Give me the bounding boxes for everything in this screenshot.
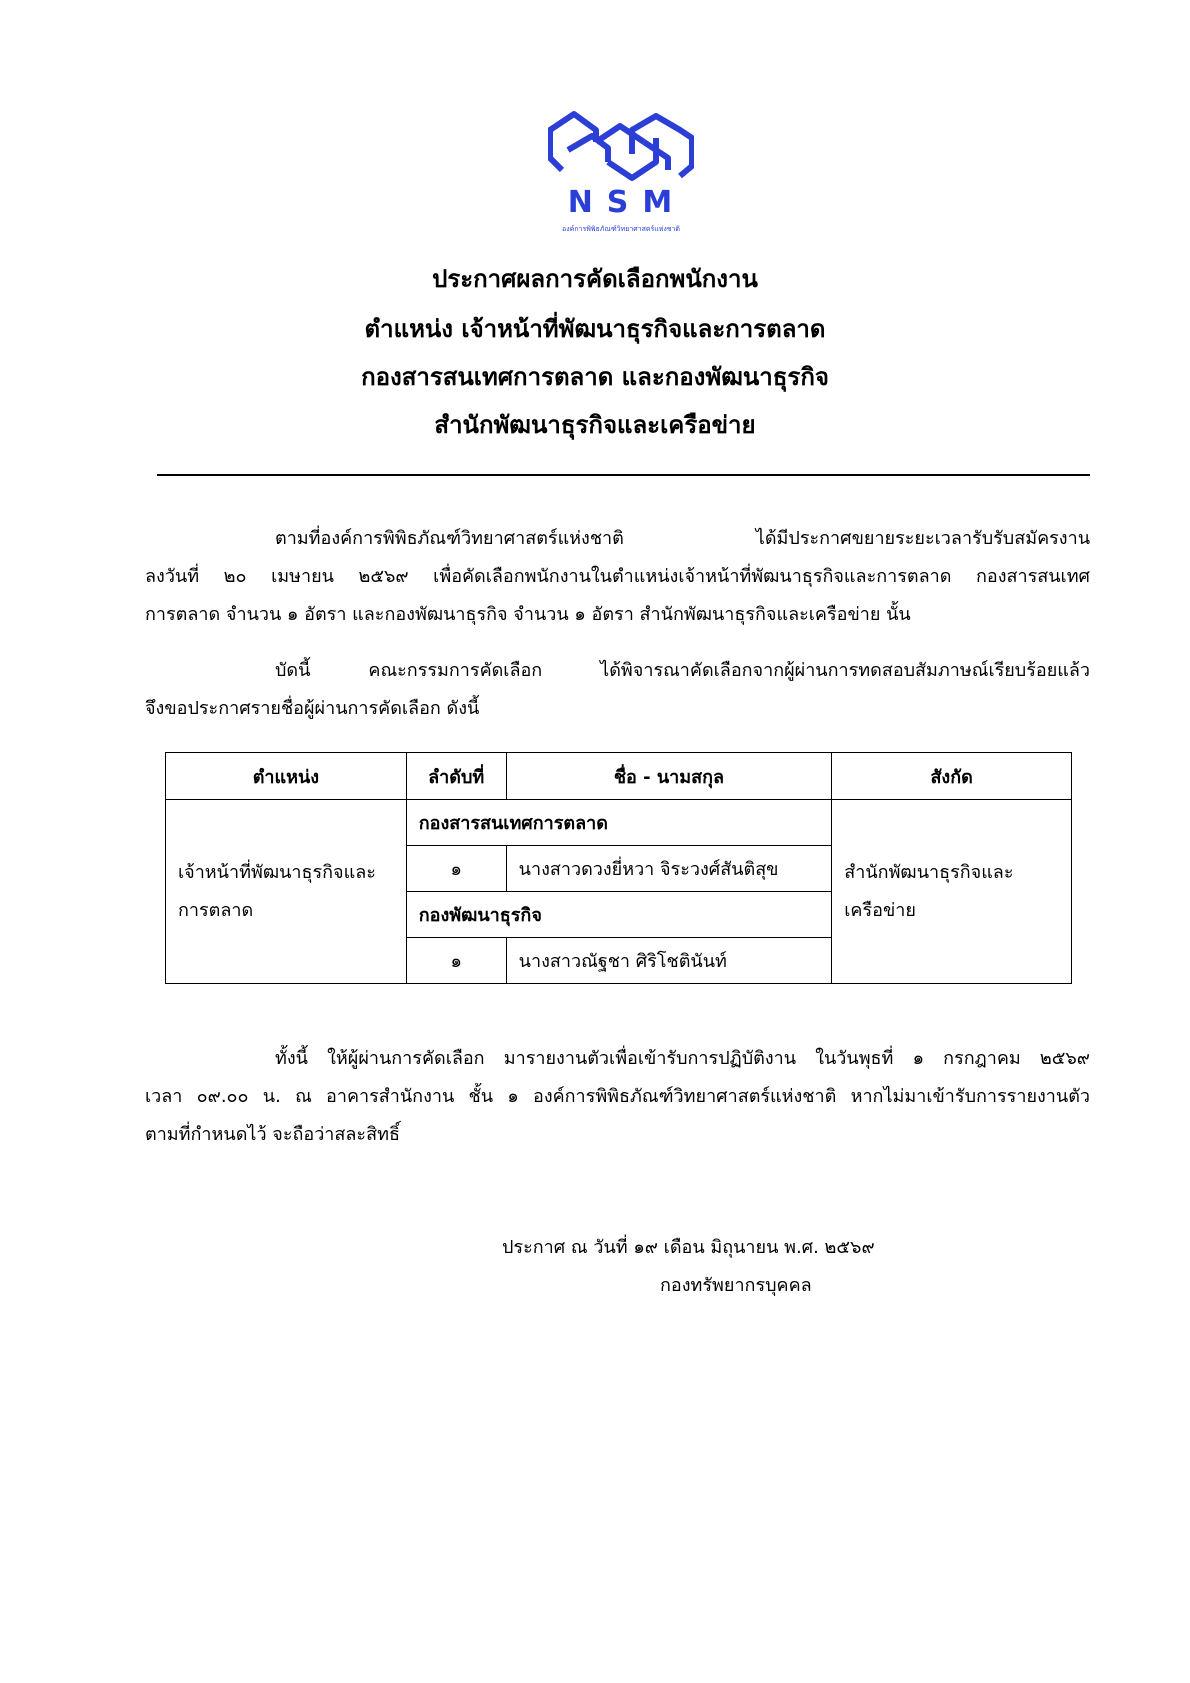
affiliation-cell xyxy=(832,800,1072,984)
paragraph-intro xyxy=(145,520,1090,634)
position-title: ตำแหน่ง เจ้าหน้าที่พัฒนาธุรกิจและการตลาด xyxy=(364,315,826,343)
nsm-logo xyxy=(548,108,694,236)
paragraph-result-line-2: จึงขอประกาศรายชื่อผู้ผ่านการคัดเลือก ดังนี้ xyxy=(145,698,480,719)
position-cell xyxy=(166,800,407,984)
order-cell: ๑ xyxy=(406,938,506,984)
issuing-department: กองทรัพยากรบุคคล xyxy=(660,1275,812,1296)
order-cell: ๑ xyxy=(406,846,506,892)
division-title: กองสารสนเทศการตลาด และกองพัฒนาธุรกิจ xyxy=(361,363,829,391)
person-name-cell: นางสาวดวงยี่หวา จิระวงศ์สันติสุข xyxy=(506,846,832,892)
group-heading: กองสารสนเทศการตลาด xyxy=(406,800,832,846)
logo-subtitle: องค์การพิพิธภัณฑ์วิทยาศาสตร์แห่งชาติ xyxy=(562,225,680,233)
paragraph-report-line-3: ตามที่กำหนดไว้ จะถือว่าสละสิทธิ์ xyxy=(145,1124,400,1145)
header-position: ตำแหน่ง xyxy=(166,753,407,800)
nsm-logo-mark xyxy=(548,108,694,188)
paragraph-intro-line-2: ลงวันที่ ๒๐ เมษายน ๒๕๖๙ เพื่อคัดเลือกพนักงานในตำแหน่งเจ้าหน้าที่พัฒนาธุรกิจและการตลาด กองสารสนเทศ xyxy=(145,566,1090,587)
logo-letters: NSM xyxy=(567,185,687,220)
paragraph-report xyxy=(145,1040,1090,1154)
paragraph-result-line-1: บัดนี้ คณะกรรมการคัดเลือก ได้พิจารณาคัดเลือกจากผู้ผ่านการทดสอบสัมภาษณ์เรียบร้อยแล้ว xyxy=(275,660,1090,681)
paragraph-result xyxy=(145,652,1090,728)
header-name: ชื่อ - นามสกุล xyxy=(506,753,832,800)
table-header-row xyxy=(166,753,1072,800)
office-title: สำนักพัฒนาธุรกิจและเครือข่าย xyxy=(434,411,756,439)
paragraph-report-line-2: เวลา ๐๙.๐๐ น. ณ อาคารสำนักงาน ชั้น ๑ องค์การพิพิธภัณฑ์วิทยาศาสตร์แห่งชาติ หากไม่มาเข้ารับการรายงานตัว xyxy=(145,1086,1090,1107)
position-line-2: การตลาด xyxy=(178,899,254,921)
announcement-date: ประกาศ ณ วันที่ ๑๙ เดือน มิถุนายน พ.ศ. ๒๕๖๙ xyxy=(502,1237,875,1258)
paragraph-report-line-1: ทั้งนี้ ให้ผู้ผ่านการคัดเลือก มารายงานตัวเพื่อเข้ารับการปฏิบัติงาน ในวันพุธที่ ๑ กรกฎาคม ๒๕๖๙ xyxy=(275,1048,1090,1069)
paragraph-intro-line-3: การตลาด จำนวน ๑ อัตรา และกองพัฒนาธุรกิจ จำนวน ๑ อัตรา สำนักพัฒนาธุรกิจและเครือข่าย นั้น xyxy=(145,604,911,625)
header-divider xyxy=(157,474,1090,476)
position-line-1: เจ้าหน้าที่พัฒนาธุรกิจและ xyxy=(178,861,376,883)
table-row xyxy=(166,800,1072,846)
announcement-title: ประกาศผลการคัดเลือกพนักงาน xyxy=(432,265,758,293)
affiliation-line-1: สำนักพัฒนาธุรกิจและ xyxy=(844,861,1014,883)
header-affiliation: สังกัด xyxy=(832,753,1072,800)
selection-result-table xyxy=(165,752,1072,984)
affiliation-line-2: เครือข่าย xyxy=(844,899,916,921)
person-name-cell: นางสาวณัฐชา ศิริโชตินันท์ xyxy=(506,938,832,984)
header-order: ลำดับที่ xyxy=(406,753,506,800)
group-heading: กองพัฒนาธุรกิจ xyxy=(406,892,832,938)
paragraph-intro-line-1: ตามที่องค์การพิพิธภัณฑ์วิทยาศาสตร์แห่งชาติ ได้มีประกาศขยายระยะเวลารับรับสมัครงาน xyxy=(275,528,1090,549)
